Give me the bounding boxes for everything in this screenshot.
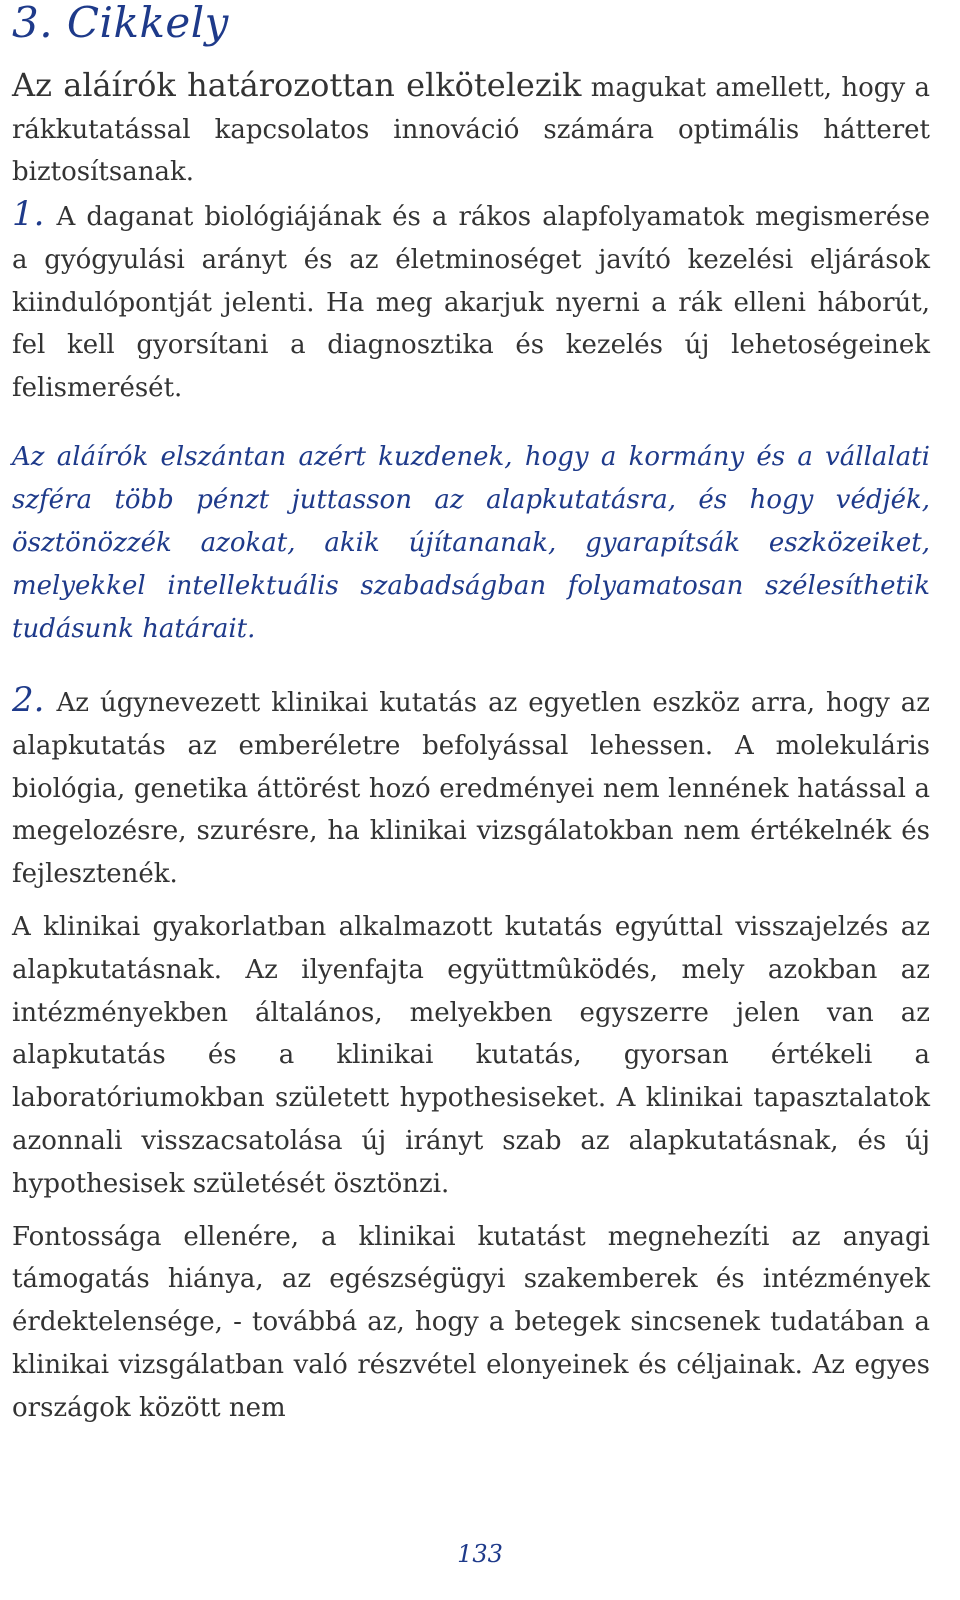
document-page	[12, 0, 930, 1430]
paragraph-4: Fontossága ellenére, a klinikai kutatást megnehezíti az anyagi támogatás hiánya, az egészségügyi szakemberek és intézmények érdektelensége, - továbbá az, hogy a betegek sincsenek tudatában a klinikai vizsgálatban való részvétel elonyeinek és céljainak. Az egyes országok között nem	[12, 1221, 930, 1423]
intro-paragraph	[12, 64, 930, 193]
point-2-number: 2.	[12, 679, 45, 720]
point-1-text: A daganat biológiájának és a rákos alapfolyamatok megismerése a gyógyulási arányt és az életminoséget javító kezelési eljárások kiindulópontját jelenti. Ha meg akarjuk nyerni a rák elleni háborút, fel kell gyorsítani a diagnosztika és kezelés új lehetoségeinek felismerését.	[12, 202, 930, 404]
highlight-paragraph: Az aláírók elszántan azért kuzdenek, hogy a kormány és a vállalati szféra több pénzt juttasson az alapkutatásra, és hogy védjék, ösztönözzék azokat, akik újítananak, gyarapítsák eszközeiket, melyekkel intellektuális szabadságban folyamatosan szélesíthetik tudásunk határait.	[12, 441, 930, 644]
section-heading: 3. Cikkely	[12, 0, 229, 47]
intro-rest: magukat amellett, hogy a rákkutatással kapcsolatos innováció számára optimális hátteret biztosítsanak.	[12, 73, 931, 187]
point-2-paragraph	[12, 679, 930, 896]
paragraph-3: A klinikai gyakorlatban alkalmazott kutatás egyúttal visszajelzés az alapkutatásnak. Az ilyenfajta együttmûködés, mely azokban az intézményekben általános, melyekben egyszerre jelen van az alapkutatás és a klinikai kutatás, gyorsan értékeli a laboratóriumokban született hypothesiseket. A klinikai tapasztalatok azonnali visszacsatolása új irányt szab az alapkutatásnak, és új hypothesisek születését ösztönzi.	[12, 911, 930, 1199]
point-2-text: Az úgynevezett klinikai kutatás az egyetlen eszköz arra, hogy az alapkutatás az emberéletre befolyással lehessen. A molekuláris biológia, genetika áttörést hozó eredményei nem lennének hatással a megelozésre, szurésre, ha klinikai vizsgálatokban nem értékelnék és fejlesztenék.	[12, 687, 930, 890]
point-1-paragraph	[12, 193, 930, 410]
point-1-number: 1.	[12, 194, 45, 234]
intro-lead: Az aláírók határozottan elkötelezik	[12, 66, 582, 104]
page-number: 133	[457, 1540, 503, 1568]
